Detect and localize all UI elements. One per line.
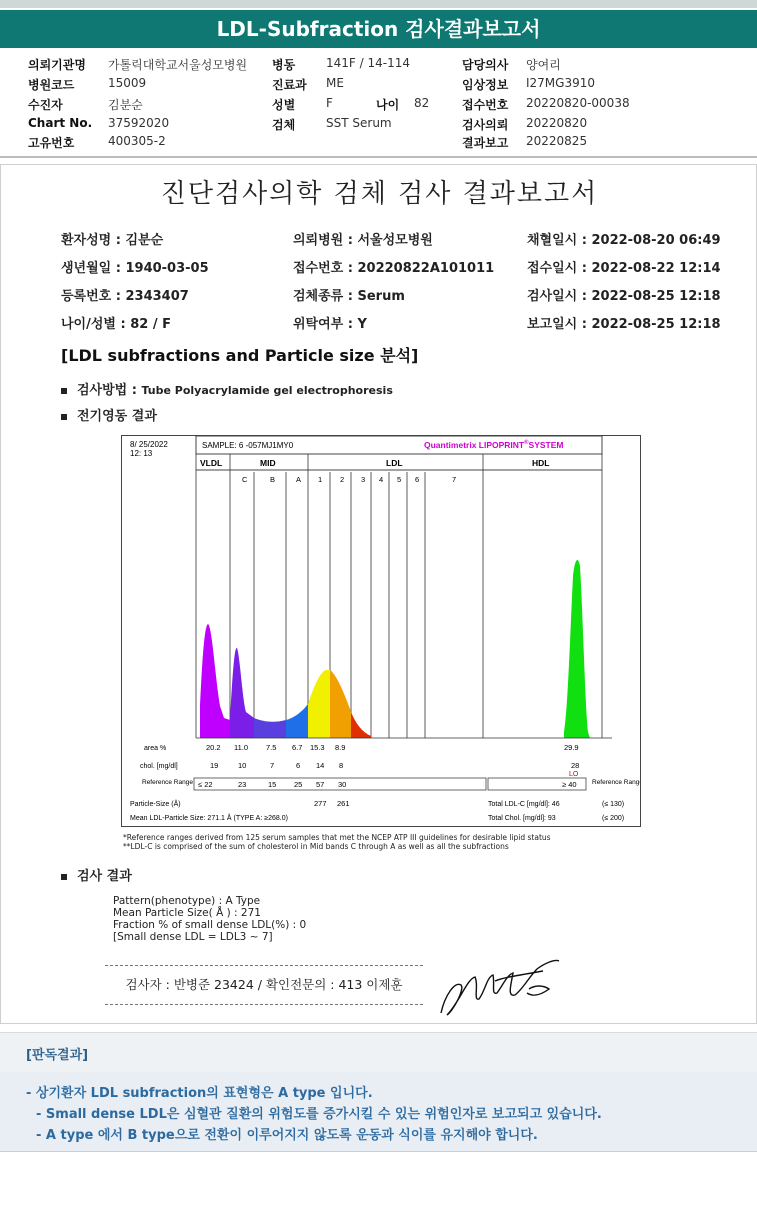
ref-mid-b: 15: [268, 780, 277, 789]
verdict-line-2: - Small dense LDL은 심혈관 질환의 위험도를 증가시킬 수 있는 위험인자로 보고되고 있습니다.: [36, 1107, 602, 1122]
bullet-icon: [61, 414, 67, 420]
bullet-icon: [61, 388, 67, 394]
brand-text: [424, 439, 564, 450]
report-date: 보고일시 : 2022-08-25 12:18: [527, 317, 721, 332]
page-title: LDL-Subfraction 검사결과보고서: [0, 10, 757, 48]
ref-label-right: Reference Range: [592, 779, 640, 786]
brand-sup: ®: [524, 440, 529, 446]
peak-ldl3: [351, 712, 371, 738]
method-value: Tube Polyacrylamide gel electrophoresis: [141, 384, 393, 397]
peak-ldl1: [308, 670, 330, 738]
age-value: 82: [414, 96, 430, 110]
total-ldl: Total LDL-C [mg/dl]: 46: [488, 801, 560, 808]
chart-date: 8/ 25/2022: [130, 440, 168, 449]
total-chol: Total Chol. [mg/dl]: 93: [488, 815, 556, 822]
verdict-line-3: - A type 에서 B type으로 전환이 이루어지지 않도록 운동과 식이를 유지해야 합니다.: [36, 1128, 538, 1143]
chart-no-label: Chart No.: [28, 116, 93, 130]
ref-vldl: ≤ 22: [198, 780, 213, 789]
area-row-label: area %: [144, 745, 167, 752]
signature-line: 검사자 : 반병준 23424 / 확인전문의 : 413 이제훈: [105, 965, 423, 1005]
institution-value: 가톨릭대학교서울성모병원: [108, 58, 248, 72]
ref-ldl1: 57: [316, 780, 325, 789]
verdict-body: [0, 1072, 757, 1152]
mean-particle-size: Mean LDL-Particle Size: 271.1 Å (TYPE A: ≥268.0): [130, 815, 288, 822]
method-row: [61, 379, 393, 398]
signature-image: [433, 955, 565, 1025]
patient-value: 김분순: [108, 98, 143, 112]
area-vldl: 20.2: [206, 743, 221, 752]
chart-time: 12: 13: [130, 449, 153, 458]
divider: [0, 156, 757, 158]
ward-label: 병동: [272, 58, 296, 72]
group-vldl: VLDL: [200, 458, 223, 468]
chol-row-label: chol. [mg/dl]: [140, 763, 178, 770]
request-label: 검사의뢰: [462, 118, 509, 132]
particle-size-1: 277: [314, 799, 327, 808]
result-definition: [Small dense LDL = LDL3 ~ 7]: [113, 931, 273, 943]
registration-no: 등록번호 : 2343407: [61, 289, 189, 304]
bullet-icon: [61, 874, 67, 880]
result-fraction: Fraction % of small dense LDL(%) : 0: [113, 919, 307, 931]
chol-vldl: 19: [210, 761, 219, 770]
area-ldl1: 15.3: [310, 743, 325, 752]
ward-value: 141F / 14-114: [326, 56, 410, 70]
peak-vldl: [200, 624, 230, 738]
unique-no-value: 400305-2: [108, 134, 166, 148]
age-label: 나이: [376, 98, 400, 112]
chol-hdl: 28: [571, 761, 580, 770]
receipt-date: 접수일시 : 2022-08-22 12:14: [527, 261, 721, 276]
group-hdl: HDL: [532, 458, 550, 468]
chol-mid-c: 10: [238, 761, 247, 770]
band-5: 5: [397, 475, 402, 484]
particle-size-label: Particle-Size (Å): [130, 801, 181, 808]
note-2: **LDL-C is comprised of the sum of cholesterol in Mid bands C through A as well as all the subfractions: [123, 842, 509, 851]
hdl-low-flag: LO: [569, 771, 579, 778]
dept-value: ME: [326, 76, 344, 90]
group-mid: MID: [260, 458, 276, 468]
result-pattern: Pattern(phenotype) : A Type: [113, 895, 261, 907]
institution-label: 의뢰기관명: [28, 58, 86, 72]
doctor-label: 담당의사: [462, 58, 509, 72]
band-a: A: [296, 475, 302, 484]
doctor-value: 양여리: [526, 58, 561, 72]
specimen-type: 검체종류 : Serum: [293, 289, 405, 304]
peak-mid-b: [254, 718, 286, 738]
clinical-value: I27MG3910: [526, 76, 595, 90]
sample-id: SAMPLE: 6 -057MJ1MY0: [202, 441, 294, 450]
receipt-label: 접수번호: [462, 98, 509, 112]
request-value: 20220820: [526, 116, 588, 130]
ref-mid-a: 25: [294, 780, 303, 789]
result-label: 검사 결과: [77, 869, 132, 884]
group-ldl: LDL: [386, 458, 403, 468]
ref-label-left: Reference Range: [142, 779, 193, 786]
band-dividers: [196, 454, 602, 738]
method-label: 검사방법 :: [77, 383, 142, 398]
verdict-line-1: - 상기환자 LDL subfraction의 표현형은 A type 입니다.: [26, 1086, 373, 1101]
band-c: C: [242, 475, 248, 484]
report-date-value: 20220825: [526, 134, 588, 148]
result-mean-size: Mean Particle Size( Å ) : 271: [113, 907, 261, 919]
band-4: 4: [379, 475, 384, 484]
report-date-label: 결과보고: [462, 136, 509, 150]
chol-ldl1: 14: [316, 761, 325, 770]
area-mid-a: 6.7: [292, 743, 303, 752]
electrophoresis-row: [61, 405, 157, 424]
area-mid-b: 7.5: [266, 743, 277, 752]
peak-ldl2: [330, 670, 351, 738]
area-mid-c: 11.0: [234, 743, 249, 752]
unique-no-label: 고유번호: [28, 136, 75, 150]
band-1: 1: [318, 475, 323, 484]
ref-mid-c: 23: [238, 780, 247, 789]
specimen-value: SST Serum: [326, 116, 392, 130]
receipt-number: 접수번호 : 20220822A101011: [293, 261, 495, 276]
section-title: [LDL subfractions and Particle size 분석]: [61, 346, 419, 365]
band-6: 6: [415, 475, 420, 484]
peak-hdl: [564, 560, 590, 738]
area-ldl2: 8.9: [335, 743, 346, 752]
verdict-header: [0, 1032, 757, 1072]
chart-svg: [122, 436, 640, 826]
verdict-title: [판독결과]: [26, 1048, 89, 1063]
band-3: 3: [361, 475, 366, 484]
receipt-value: 20220820-00038: [526, 96, 630, 110]
peak-mid-a: [286, 704, 308, 738]
brand-tail: SYSTEM: [528, 440, 564, 450]
clinical-label: 임상정보: [462, 78, 509, 92]
electrophoresis-label: 전기영동 결과: [77, 409, 157, 424]
report-title: 진단검사의학 검체 검사 결과보고서: [160, 179, 599, 209]
sex-value: F: [326, 96, 333, 110]
reference-notes: [123, 833, 551, 851]
top-strip: [0, 0, 757, 8]
total-chol-ref: (≤ 200): [602, 815, 625, 822]
note-1: *Reference ranges derived from 125 serum samples that met the NCEP ATP III guidelines for desirable lipid status: [123, 833, 551, 842]
ref-hdl: ≥ 40: [562, 780, 577, 789]
age-sex: 나이/성별 : 82 / F: [61, 317, 172, 332]
consignment: 위탁여부 : Y: [293, 317, 367, 332]
area-hdl: 29.9: [564, 743, 579, 752]
sex-label: 성별: [272, 98, 296, 112]
band-7: 7: [452, 475, 457, 484]
birth-date: 생년월일 : 1940-03-05: [61, 261, 209, 276]
band-b: B: [270, 475, 276, 484]
report-sheet: [0, 164, 757, 1024]
specimen-label: 검체: [272, 118, 296, 132]
collect-date: 채혈일시 : 2022-08-20 06:49: [527, 233, 721, 248]
request-info: [0, 52, 757, 152]
result-row: [61, 865, 132, 884]
chol-ldl2: 8: [339, 761, 344, 770]
requesting-hospital: 의뢰병원 : 서울성모병원: [293, 233, 433, 248]
dept-label: 진료과: [272, 78, 307, 92]
patient-label: 수진자: [28, 98, 63, 112]
patient-name: 환자성명 : 김분순: [61, 233, 164, 248]
chart-no-value: 37592020: [108, 116, 170, 130]
particle-size-2: 261: [337, 799, 350, 808]
peak-mid-c: [230, 648, 254, 738]
chol-mid-b: 7: [270, 761, 275, 770]
electrophoresis-chart: [121, 435, 641, 827]
result-details: [113, 895, 306, 943]
hospital-code-label: 병원코드: [28, 78, 75, 92]
band-2: 2: [340, 475, 345, 484]
total-ldl-ref: (≤ 130): [602, 801, 625, 808]
ref-ldl2: 30: [338, 780, 347, 789]
hospital-code-value: 15009: [108, 76, 147, 90]
brand-name: Quantimetrix LIPOPRINT: [424, 440, 525, 450]
chol-mid-a: 6: [296, 761, 301, 770]
test-date: 검사일시 : 2022-08-25 12:18: [527, 289, 721, 304]
